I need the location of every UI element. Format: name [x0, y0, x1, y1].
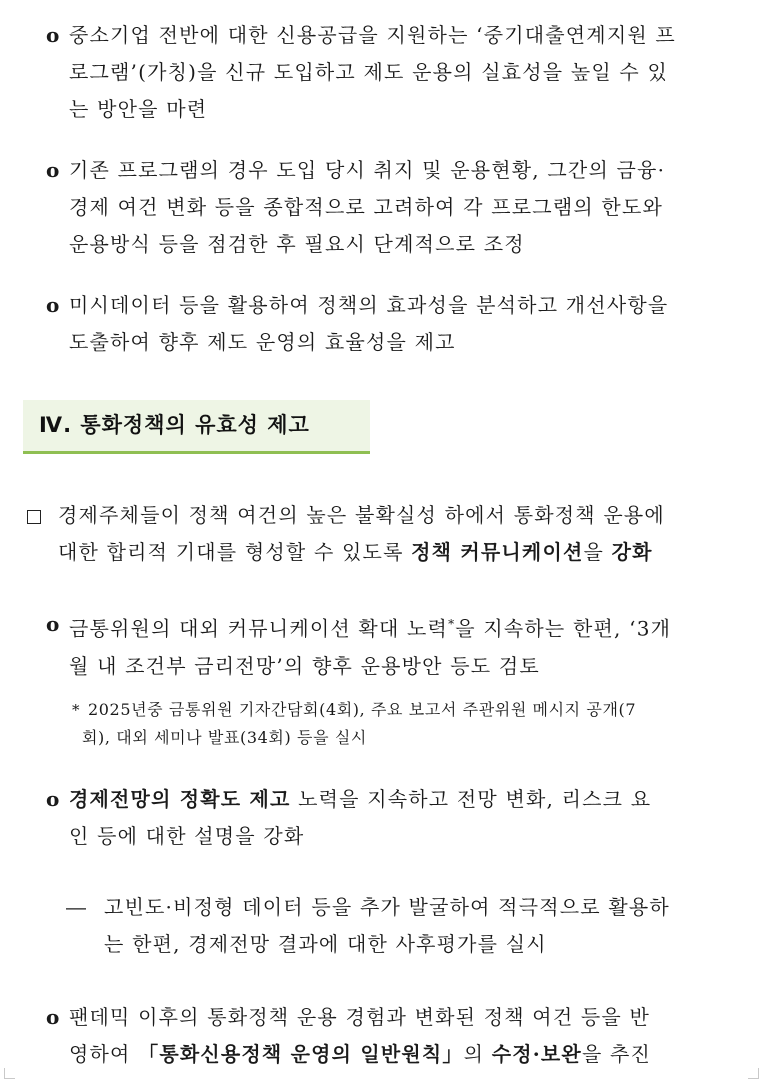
text-line: 경제주체들이 정책 여건의 높은 불확실성 하에서 통화정책 운용에 — [58, 503, 665, 527]
text-line: 회), 대외 세미나 발표(34회) 등을 실시 — [82, 728, 367, 747]
text-line: 운용방식 등을 점검한 후 필요시 단계적으로 조정 — [69, 232, 525, 256]
bullet-marker: o — [46, 158, 60, 182]
page-corner-mark — [4, 1068, 15, 1079]
bullet-marker: o — [46, 293, 60, 317]
text-line: 도출하여 향후 제도 운영의 효율성을 제고 — [69, 330, 456, 354]
paragraph-existing-programs — [69, 152, 749, 263]
page-corner-mark — [748, 1068, 759, 1079]
bullet-marker: o — [46, 1005, 60, 1029]
paragraph-forecast-accuracy — [69, 781, 749, 855]
footnote-marker: * — [448, 617, 456, 631]
text-line: 는 방안을 마련 — [69, 97, 208, 121]
text-line: 로그램’(가칭)을 신규 도입하고 제도 운용의 실효성을 높일 수 있 — [69, 60, 669, 84]
emphasis-text: 정책 커뮤니케이션 — [411, 540, 584, 564]
text-line: 2025년중 금통위원 기자간담회(4회), 주요 보고서 주관위원 메시지 공개(7 — [88, 700, 637, 719]
text-line: 경제 여건 변화 등을 종합적으로 고려하여 각 프로그램의 한도와 — [69, 195, 663, 219]
paragraph-sme-program — [69, 17, 749, 128]
emphasis-text: 「통화신용정책 운영의 일반원칙」 — [138, 1042, 464, 1066]
text-line: 팬데믹 이후의 통화정책 운용 경험과 변화된 정책 여건 등을 반 — [69, 1005, 651, 1029]
section-heading: Ⅳ. 통화정책의 유효성 제고 — [23, 400, 370, 454]
paragraph-microdata — [69, 287, 749, 361]
footnote-text — [82, 696, 637, 752]
emphasis-text: 수정·보완 — [491, 1042, 582, 1066]
text-line: 대한 합리적 기대를 형성할 수 있도록 정책 커뮤니케이션을 강화 — [58, 540, 653, 564]
paragraph-high-frequency-data — [104, 889, 749, 963]
text-line: 중소기업 전반에 대한 신용공급을 지원하는 ‘중기대출연계지원 프 — [69, 23, 676, 47]
text-line: 고빈도·비정형 데이터 등을 추가 발굴하여 적극적으로 활용하 — [104, 895, 670, 919]
text-line: 인 등에 대한 설명을 강화 — [69, 824, 305, 848]
bullet-marker: o — [46, 23, 60, 47]
text-line: 금통위원의 대외 커뮤니케이션 확대 노력*을 지속하는 한편, ‘3개 — [69, 616, 672, 641]
emphasis-text: 강화 — [611, 540, 653, 564]
dash-marker: ― — [66, 895, 86, 919]
emphasis-text: 경제전망의 정확도 제고 — [69, 787, 291, 811]
paragraph-mpc-communication — [69, 606, 749, 685]
text-line: 기존 프로그램의 경우 도입 당시 취지 및 운용현황, 그간의 금융· — [69, 158, 666, 182]
checkbox-square-icon — [27, 510, 41, 524]
text-line: 경제전망의 정확도 제고 노력을 지속하고 전망 변화, 리스크 요 — [69, 787, 652, 811]
text-line: 미시데이터 등을 활용하여 정책의 효과성을 분석하고 개선사항을 — [69, 293, 669, 317]
text-line: 는 한편, 경제전망 결과에 대한 사후평가를 실시 — [104, 932, 547, 956]
footnote-marker: * — [72, 701, 80, 719]
text-line: 월 내 조건부 금리전망’의 향후 운용방안 등도 검토 — [69, 653, 540, 678]
paragraph-policy-communication — [58, 497, 748, 571]
bullet-marker: o — [46, 787, 60, 811]
text-line: 영하여 「통화신용정책 운영의 일반원칙」의 수정·보완을 추진 — [69, 1042, 652, 1066]
bullet-marker: o — [46, 612, 60, 636]
paragraph-general-principles — [69, 999, 749, 1073]
